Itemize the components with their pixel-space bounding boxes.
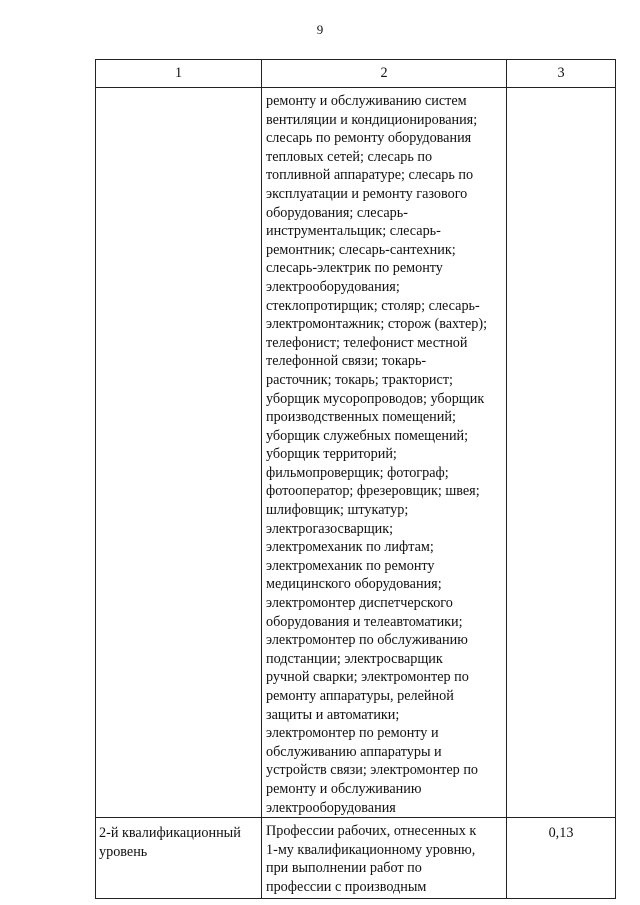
qualification-level-line: уровень	[99, 843, 148, 860]
coefficient-cell: 0,13	[507, 818, 616, 899]
profession-line: эксплуатации и ремонту газового	[266, 185, 468, 202]
profession-line: 1-му квалификационному уровню,	[266, 841, 476, 858]
profession-line: слесарь по ремонту оборудования	[266, 130, 472, 147]
profession-line: ремонту и обслуживанию систем	[266, 93, 467, 109]
column-header-3: 3	[507, 60, 616, 88]
professions-cell	[262, 818, 507, 899]
coefficient-cell	[507, 88, 616, 818]
profession-line: электрооборудования;	[266, 278, 400, 295]
profession-line: топливной аппаратуре; слесарь по	[266, 167, 474, 184]
profession-line: фильмопроверщик; фотограф;	[266, 464, 449, 481]
profession-line: ремонту аппаратуры, релейной	[266, 688, 454, 704]
profession-line: электромонтажник; сторож (вахтер);	[266, 316, 488, 333]
profession-line: электромонтер по обслуживанию	[266, 632, 468, 649]
profession-line: медицинского оборудования;	[266, 576, 442, 593]
profession-line: электромонтер диспетчерского	[266, 595, 453, 612]
profession-line: оборудования; слесарь-	[266, 204, 408, 221]
profession-line: профессии с производным	[266, 878, 427, 895]
profession-line: ремонту и обслуживанию	[266, 780, 422, 797]
profession-line: инструментальщик; слесарь-	[266, 223, 441, 240]
profession-line: производственных помещений;	[266, 409, 456, 426]
table-row	[96, 818, 616, 899]
profession-line: электромонтер по ремонту и	[266, 725, 439, 742]
table-header-row	[96, 60, 616, 88]
profession-line: телефонист; телефонист местной	[266, 334, 468, 351]
table-row	[96, 88, 616, 818]
profession-line: защиты и автоматики;	[266, 706, 400, 723]
profession-line: устройств связи; электромонтер по	[266, 762, 479, 779]
profession-line: стеклопротирщик; столяр; слесарь-	[266, 297, 480, 314]
qualification-level-line: 2-й квалификационный	[99, 825, 241, 842]
profession-line: расточник; токарь; тракторист;	[266, 371, 453, 388]
qualification-table	[95, 59, 616, 899]
profession-line: электрогазосварщик;	[266, 520, 394, 537]
profession-line: электромеханик по лифтам;	[266, 539, 434, 556]
profession-line: уборщик служебных помещений;	[266, 427, 469, 444]
profession-line: ручной сварки; электромонтер по	[266, 669, 469, 686]
profession-line: уборщик мусоропроводов; уборщик	[266, 390, 485, 407]
profession-line: слесарь-электрик по ремонту	[266, 260, 443, 277]
profession-line: вентиляции и кондиционирования;	[266, 111, 478, 128]
qualification-level-cell	[96, 818, 262, 899]
profession-line: ремонтник; слесарь-сантехник;	[266, 241, 456, 258]
profession-line: тепловых сетей; слесарь по	[266, 148, 433, 165]
profession-line: фотооператор; фрезеровщик; швея;	[266, 483, 480, 500]
profession-line: телефонной связи; токарь-	[266, 353, 427, 370]
column-header-2: 2	[262, 60, 507, 88]
profession-line: обслуживанию аппаратуры и	[266, 743, 442, 760]
profession-line: электромеханик по ремонту	[266, 557, 435, 574]
column-header-1: 1	[96, 60, 262, 88]
qualification-level-cell	[96, 88, 262, 818]
page-number: 9	[316, 22, 324, 37]
profession-line: шлифовщик; штукатур;	[266, 502, 409, 519]
professions-cell	[262, 88, 507, 818]
profession-line: уборщик территорий;	[266, 446, 397, 463]
profession-line: оборудования и телеавтоматики;	[266, 613, 463, 630]
profession-line: при выполнении работ по	[266, 860, 422, 877]
profession-line: электрооборудования	[266, 799, 396, 816]
profession-line: подстанции; электросварщик	[266, 650, 443, 667]
profession-line: Профессии рабочих, отнесенных к	[266, 823, 477, 840]
